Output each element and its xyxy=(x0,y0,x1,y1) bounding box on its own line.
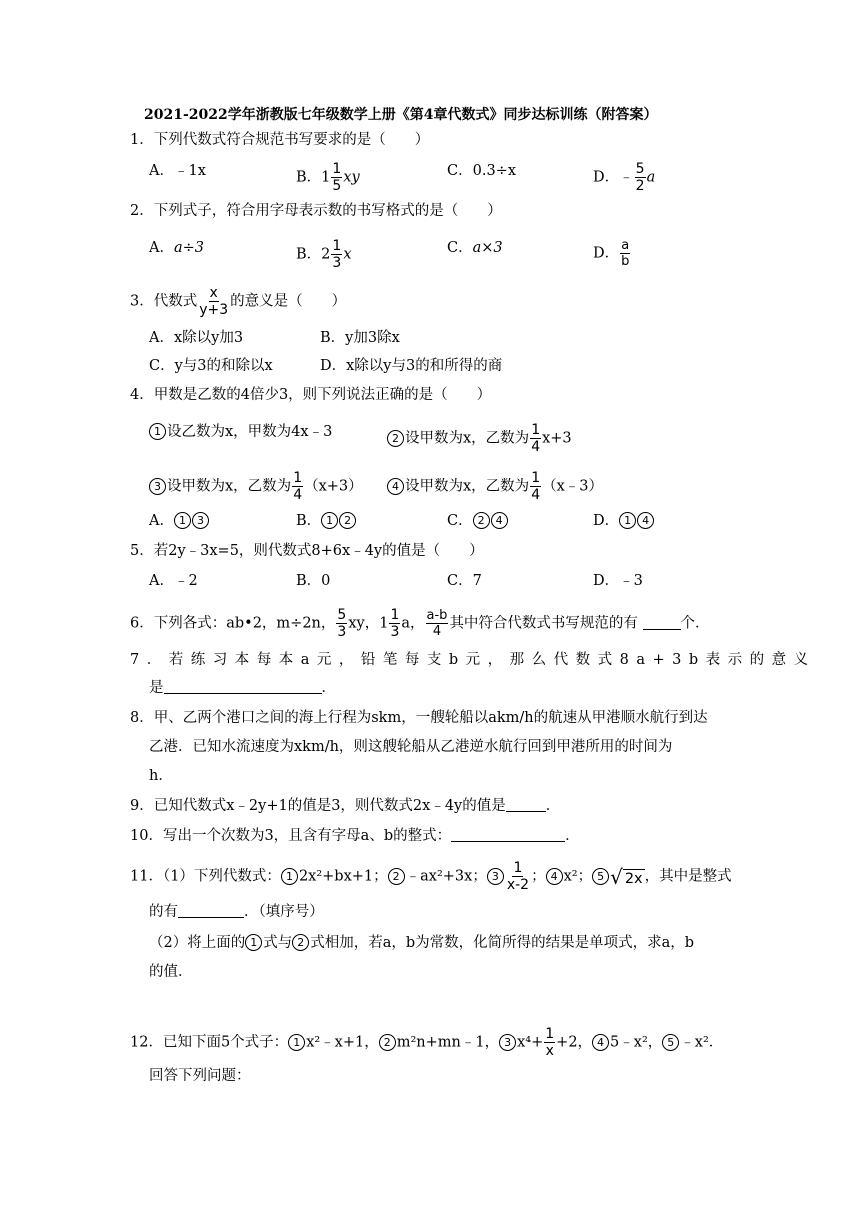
q1-option-d: D．﹣ $\frac{5}{2}$ a xyxy=(593,161,656,194)
q8-line1: 8．甲、乙两个港口之间的海上行程为skm，一艘轮船以akm/h的航速从甲港顺水航行到达 xyxy=(130,710,708,726)
fraction: $\frac{a}{b}$ xyxy=(621,238,630,269)
q11-part2: （2）将上面的 1 式与 2 式相加，若a，b为常数，化简所得的结果是单项式，求a，b xyxy=(149,935,695,951)
q5-option-a: A．﹣2 xyxy=(149,573,198,589)
q11-part1: 11．（1）下列代数式： 1 2x²+bx+1； 2 ﹣ax²+3x； 3 $\frac{1}{x-2}$ ； 4 x²； 5 √ 2x ，其中是整式 xyxy=(130,860,732,893)
q4-statement-4: 4 设甲数为x，乙数为 $\frac{1}{4}$ （x﹣3） xyxy=(387,470,603,503)
q2-option-d: D． $\frac{a}{b}$ xyxy=(593,238,630,269)
q7-line1: 7．若练习本每本a元，铅笔每支b元，那么代数式8a+3b表示的意义 xyxy=(130,652,816,668)
q9-answer-blank[interactable] xyxy=(506,811,546,812)
q7-line2: 是 ． xyxy=(149,680,336,696)
fraction: $\frac{x}{y+3}$ xyxy=(199,285,229,318)
q4-stem: 4．甲数是乙数的4倍少3，则下列说法正确的是（ ） xyxy=(130,387,492,403)
q5-option-c: C．7 xyxy=(447,573,482,589)
fraction: $\frac{5}{3}$ xyxy=(337,607,347,640)
q5-option-b: B．0 xyxy=(296,573,331,589)
q3-option-b: B．y加3除x xyxy=(320,330,400,346)
q3-option-a: A．x除以y加3 xyxy=(149,330,244,346)
square-root: √ 2x xyxy=(610,864,643,889)
worksheet-title: 2021-2022学年浙教版七年级数学上册《第4章代数式》同步达标训练（附答案） xyxy=(144,107,658,123)
q10-answer-blank[interactable] xyxy=(451,841,565,842)
q11-part1-line2: 的有 ．（填序号） xyxy=(149,904,324,920)
q11-answer-blank[interactable] xyxy=(178,917,244,918)
fraction: $\frac{a-b}{4}$ xyxy=(426,608,448,639)
q9-stem: 9．已知代数式x﹣2y+1的值是3，则代数式2x﹣4y的值是 ． xyxy=(130,798,561,814)
q4-statement-2: 2 设甲数为x，乙数为 $\frac{1}{4}$ x+3 xyxy=(387,422,572,455)
q1-option-c: C．0.3÷x xyxy=(447,163,516,179)
q4-statement-1: 1 设乙数为x，甲数为4x﹣3 xyxy=(149,422,332,442)
fraction: $\frac{1}{4}$ xyxy=(531,470,541,503)
q4-option-d: D． 1 4 xyxy=(593,511,655,531)
q4-statement-3: 3 设甲数为x，乙数为 $\frac{1}{4}$ （x+3） xyxy=(149,470,363,503)
q3-option-c: C．y与3的和除以x xyxy=(149,358,273,374)
fraction: $\frac{1}{4}$ xyxy=(531,422,541,455)
q12-stem: 12．已知下面5个式子： 1 x²﹣x+1， 2 m²n+mn﹣1， 3 x⁴+ $\frac{1}{x}$ +2， 4 5﹣x²， 5 ﹣x²． xyxy=(130,1026,724,1059)
q4-option-a: A． 1 3 xyxy=(149,511,210,531)
q2-option-b: B．2 $\frac{1}{3}$ x xyxy=(296,238,352,271)
q1-stem: 1．下列代数式符合规范书写要求的是（ ） xyxy=(130,132,430,148)
q3-stem: 3．代数式 $\frac{x}{y+3}$ 的意义是（ ） xyxy=(130,285,347,318)
fraction: $\frac{5}{2}$ xyxy=(635,161,645,194)
q2-option-a: A．a÷3 xyxy=(149,240,205,256)
q7-answer-blank[interactable] xyxy=(164,693,322,694)
q5-option-d: D．﹣3 xyxy=(593,573,643,589)
q3-option-d: D．x除以y与3的和所得的商 xyxy=(320,358,503,374)
q2-option-c: C．a×3 xyxy=(447,240,503,256)
q8-line3: h． xyxy=(149,768,173,784)
q1-option-a: A．﹣1x xyxy=(149,163,206,179)
q5-stem: 5．若2y﹣3x=5，则代数式8+6x﹣4y的值是（ ） xyxy=(130,543,484,559)
fraction: $\frac{1}{x}$ xyxy=(545,1026,555,1059)
q1-option-b: B．1 $\frac{1}{5}$ xy xyxy=(296,161,360,194)
q6-stem: 6．下列各式：ab•2，m÷2n， $\frac{5}{3}$ xy，1 $\frac{1}{3}$ a， $\frac{a-b}{4}$ 其中符合代数式书写规范的有 个． xyxy=(130,607,710,640)
q10-stem: 10．写出一个次数为3，且含有字母a、b的整式： ． xyxy=(130,828,580,844)
q4-option-c: C． 2 4 xyxy=(447,511,509,531)
fraction: $\frac{1}{5}$ xyxy=(332,161,342,194)
q4-option-b: B． 1 2 xyxy=(296,511,357,531)
q12-line2: 回答下列问题： xyxy=(149,1068,251,1084)
fraction: $\frac{1}{4}$ xyxy=(293,470,303,503)
fraction: $\frac{1}{3}$ xyxy=(332,238,342,271)
q2-stem: 2．下列式子，符合用字母表示数的书写格式的是（ ） xyxy=(130,203,502,219)
fraction: $\frac{1}{3}$ xyxy=(390,607,400,640)
q6-answer-blank[interactable] xyxy=(643,629,681,630)
fraction: $\frac{1}{x-2}$ xyxy=(506,860,530,893)
q11-part2-line2: 的值． xyxy=(149,964,193,980)
q8-line2: 乙港．已知水流速度为xkm/h，则这艘轮船从乙港逆水航行回到甲港所用的时间为 xyxy=(149,739,673,755)
